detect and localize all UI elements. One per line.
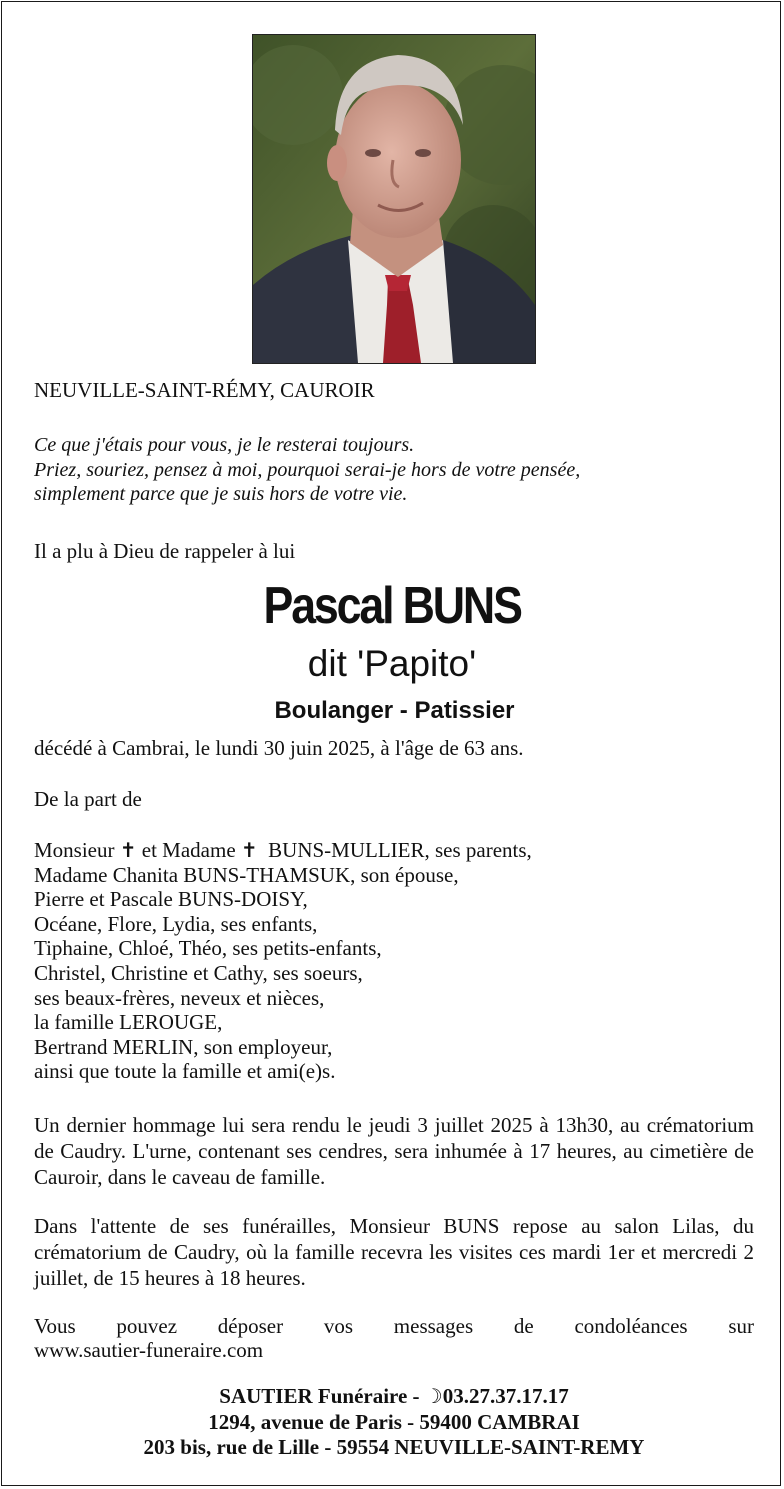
quote-line: Priez, souriez, pensez à moi, pourquoi serai-je hors de votre pensée, xyxy=(34,458,581,481)
condolences-text: Vous pouvez déposer vos messages de condoléances sur xyxy=(34,1314,754,1338)
portrait-photo xyxy=(252,34,536,364)
visitation-details: Dans l'attente de ses funérailles, Monsieur BUNS repose au salon Lilas, du crématorium de Caudry, où la famille recevra les visites ces mardi 1er et mercredi 2 juillet, de 15 heures à 18 heures. xyxy=(34,1214,754,1290)
parents-madame: et Madame xyxy=(141,838,236,862)
parents-names: BUNS-MULLIER, ses parents, xyxy=(268,838,532,862)
latin-cross-icon: ✝ xyxy=(119,838,137,862)
funeral-home-address-1: 1294, avenue de Paris - 59400 CAMBRAI xyxy=(208,1409,580,1434)
deceased-name: Pascal BUNS xyxy=(263,577,521,635)
epitaph-quote xyxy=(34,433,754,507)
quote-line: Ce que j'étais pour vous, je le resterai toujours. xyxy=(34,434,415,456)
condolences-website[interactable]: www.sautier-funeraire.com xyxy=(34,1338,264,1362)
parents-monsieur: Monsieur xyxy=(34,838,115,862)
family-list xyxy=(34,838,754,1084)
funeral-home-phone[interactable]: 03.27.37.17.17 xyxy=(442,1384,569,1408)
family-line: Christel, Christine et Cathy, ses soeurs, xyxy=(34,960,363,985)
family-line: Pierre et Pascale BUNS-DOISY, xyxy=(34,887,308,912)
obituary-notice xyxy=(1,1,781,1486)
funeral-home-address-2: 203 bis, rue de Lille - 59554 NEUVILLE-SAINT-REMY xyxy=(143,1435,645,1459)
intro-text: Il a plu à Dieu de rappeler à lui xyxy=(34,539,296,563)
quote-line: simplement parce que je suis hors de votre vie. xyxy=(34,483,408,505)
deceased-profession: Boulanger - Patissier xyxy=(274,697,515,724)
deceased-nickname: dit 'Papito' xyxy=(307,643,477,684)
funeral-home-footer xyxy=(2,1384,784,1461)
family-line: ainsi que toute la famille et ami(e)s. xyxy=(34,1059,336,1084)
family-line: la famille LEROUGE, xyxy=(34,1010,223,1035)
ceremony-details: Un dernier hommage lui sera rendu le jeudi 3 juillet 2025 à 13h30, au crématorium de Caudry. L'urne, contenant ses cendres, sera inhumée à 17 heures, au cimetière de Cauroir, dans le caveau de famille. xyxy=(34,1113,754,1189)
funeral-home-contact xyxy=(2,1384,784,1410)
family-line: ses beaux-frères, neveux et nièces, xyxy=(34,985,325,1010)
from-label: De la part de xyxy=(34,787,142,811)
portrait-image xyxy=(253,35,535,363)
latin-cross-icon: ✝ xyxy=(240,838,258,862)
death-notice: décédé à Cambrai, le lundi 30 juin 2025, à l'âge de 63 ans. xyxy=(34,736,524,760)
family-line: Tiphaine, Chloé, Théo, ses petits-enfants, xyxy=(34,936,382,961)
family-line-parents xyxy=(34,838,754,863)
funeral-home-name: SAUTIER Funéraire - xyxy=(219,1384,425,1408)
locality: NEUVILLE-SAINT-RÉMY, CAUROIR xyxy=(34,378,375,402)
phone-moon-icon: ☽ xyxy=(424,1384,443,1408)
family-line: Madame Chanita BUNS-THAMSUK, son épouse, xyxy=(34,862,459,887)
family-line: Bertrand MERLIN, son employeur, xyxy=(34,1034,333,1059)
family-line: Océane, Flore, Lydia, ses enfants, xyxy=(34,911,318,936)
